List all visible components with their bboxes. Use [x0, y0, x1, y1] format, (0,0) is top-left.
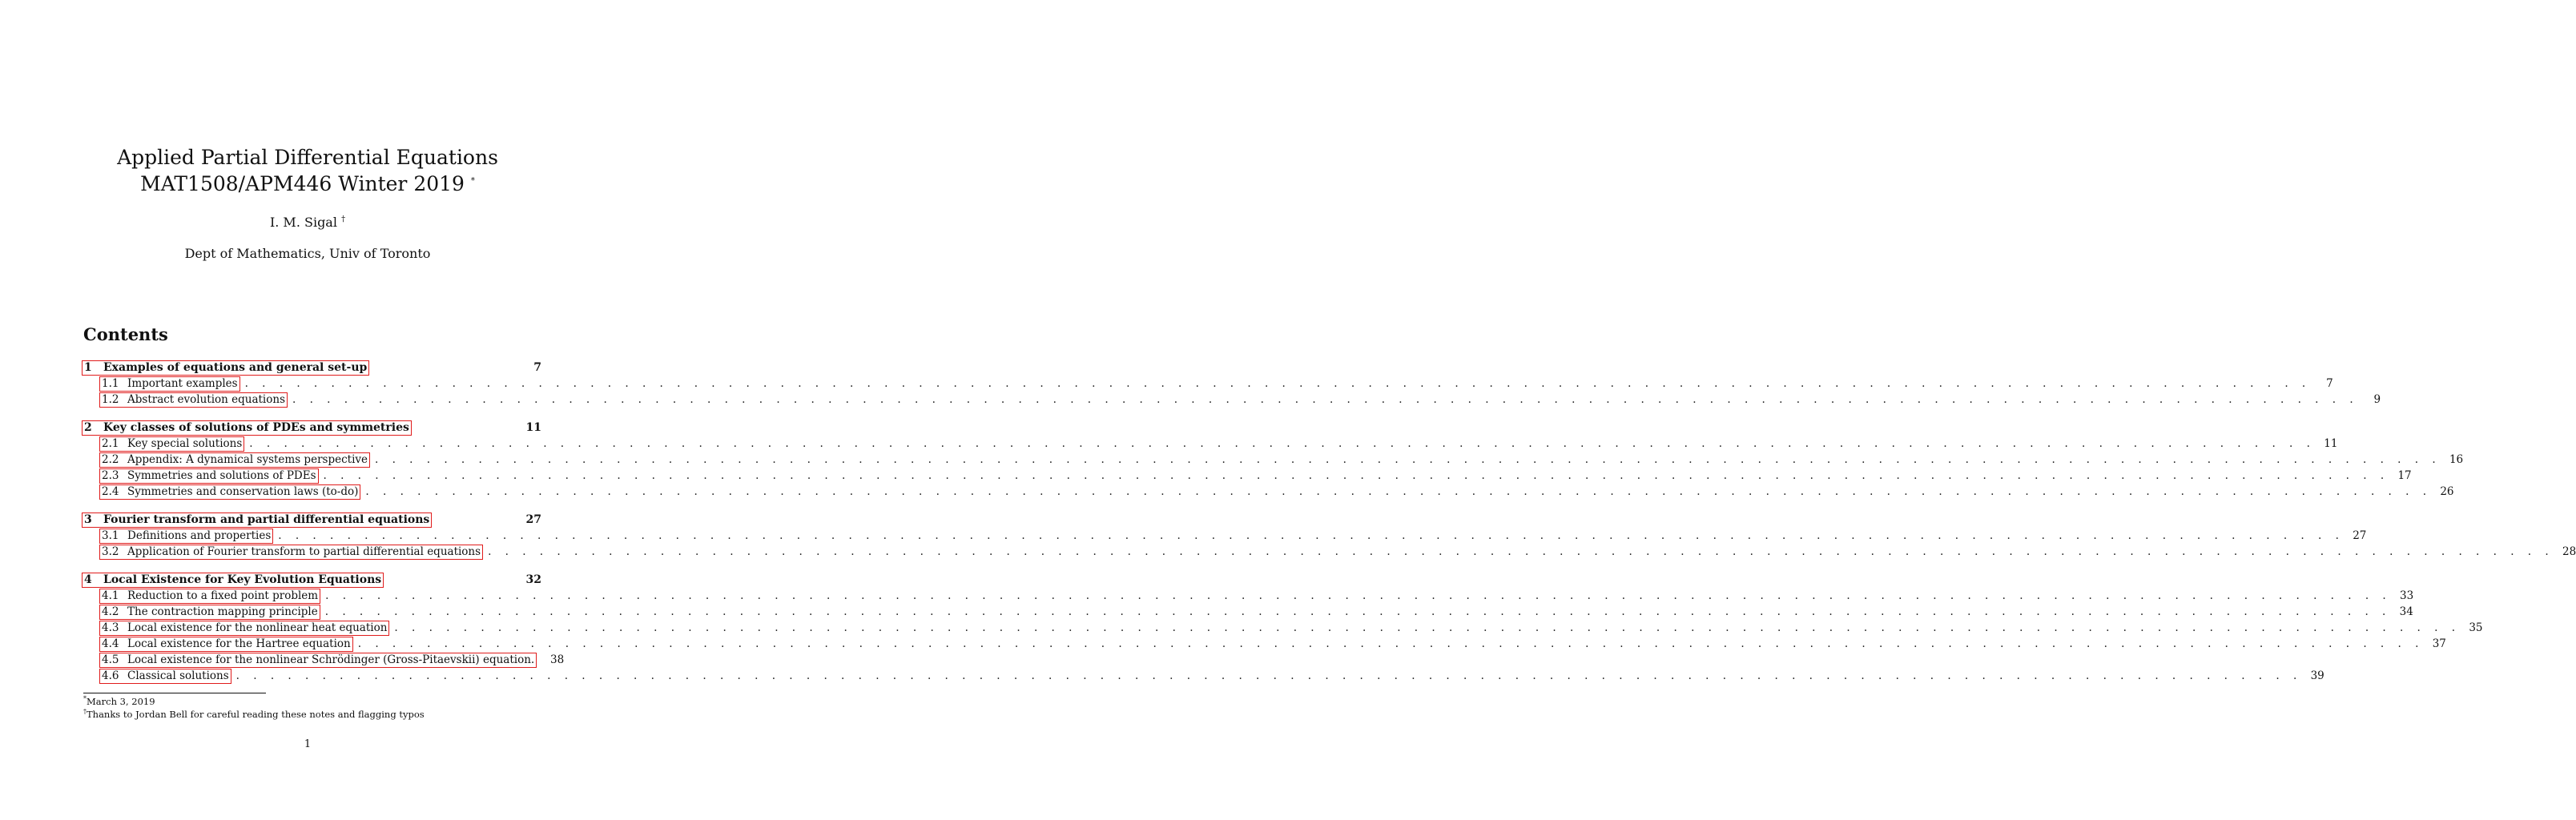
toc-subsection-row: [82, 620, 2483, 636]
toc-subsection-page: 37: [2432, 637, 2446, 650]
toc-section-page: 7: [533, 361, 541, 374]
toc-subsection-title: Key special solutions: [127, 437, 243, 450]
toc-leader-dots: . . . . . . . . . . . . . . . . . . . . . . . . . . . . . . . . . . . . . . . . . . . . . . . . . . . . . . . . . . . . . . . . . . . . . . . . . . . . . . . . . . . . . . . . . . . . . . . . . . . . . . . . . . . . . . . . . . . . . . . .: [278, 529, 2345, 542]
table-of-contents: [82, 360, 2576, 696]
toc-section-title: Local Existence for Key Evolution Equations: [103, 573, 382, 586]
toc-section-link[interactable]: [82, 512, 432, 528]
toc-subsection-row: [82, 392, 2381, 408]
toc-subsection-number: 2.3: [102, 469, 119, 482]
toc-subsection-link[interactable]: [99, 669, 231, 684]
toc-leader-dots: . . . . . . . . . . . . . . . . . . . . . . . . . . . . . . . . . . . . . . . . . . . . . . . . . . . . . . . . . . . . . . . . . . . . . . . . . . . . . . . . . . . . . . . . . . . . . . . . . . . . . . . . . . . . . . . . . . . . . . . .: [292, 393, 2359, 406]
toc-subsection-link[interactable]: [99, 637, 353, 652]
toc-section-title: Examples of equations and general set-up: [103, 361, 368, 374]
toc-section-number: 4: [84, 573, 92, 586]
toc-subsection-page: 16: [2449, 453, 2464, 466]
toc-subsection-row: [82, 528, 2367, 544]
toc-subsection-page: 34: [2399, 605, 2413, 618]
toc-subsection-link[interactable]: [99, 605, 320, 620]
toc-subsection-link[interactable]: [99, 484, 360, 500]
toc-subsection-page: 26: [2440, 485, 2454, 498]
title-line-1: Applied Partial Differential Equations: [117, 146, 498, 169]
toc-subsection-number: 4.1: [102, 589, 119, 602]
toc-subsection-page: 9: [2373, 393, 2381, 406]
toc-subsection-number: 2.4: [102, 485, 119, 498]
toc-subsection-number: 4.5: [102, 653, 119, 666]
toc-leader-dots: . . . . . . . . . . . . . . . . . . . . . . . . . . . . . . . . . . . . . . . . . . . . . . . . . . . . . . . . . . . . . . . . . . . . . . . . . . . . . . . . . . . . . . . . . . . . . . . . . . . . . . . . . . . . . . . . . . . . . . . .: [323, 469, 2389, 482]
toc-subsection-link[interactable]: [99, 545, 483, 560]
toc-leader-dots: . . . . . . . . . . . . . . . . . . . . . . . . . . . . . . . . . . . . . . . . . . . . . . . . . . . . . . . . . . . . . . . . . . . . . . . . . . . . . . . . . . . . . . . . . . . . . . . . . . . . . . . . . . . . . . . . . . . . . . . .: [235, 669, 2302, 682]
toc-section-number: 1: [84, 361, 92, 374]
author: [0, 215, 615, 230]
footnote-mark: †: [83, 708, 87, 716]
toc-section-link[interactable]: [82, 360, 369, 376]
toc-section-link[interactable]: [82, 573, 384, 588]
author-footnote-mark[interactable]: †: [341, 215, 346, 224]
toc-subsection-page: 11: [2324, 437, 2338, 450]
toc-leader-dots: . . . . . . . . . . . . . . . . . . . . . . . . . . . . . . . . . . . . . . . . . . . . . . . . . . . . . . . . . . . . . . . . . . . . . . . . . . . . . . . . . . . . . . . . . . . . . . . . . . . . . . . . . . . . . . . . . . . . . . . .: [488, 545, 2554, 558]
toc-section-row: [82, 512, 541, 528]
toc-subsection-page: 39: [2310, 669, 2324, 682]
toc-subsection-title: Local existence for the Hartree equation: [127, 637, 351, 650]
toc-section-number: 3: [84, 513, 92, 526]
toc-leader-dots: . . . . . . . . . . . . . . . . . . . . . . . . . . . . . . . . . . . . . . . . . . . . . . . . . . . . . . . . . . . . . . . . . . . . . . . . . . . . . . . . . . . . . . . . . . . . . . . . . . . . . . . . . . . . . . . . . . . . . . . .: [325, 589, 2392, 602]
toc-subsection-row: [82, 468, 2412, 484]
toc-subsection-number: 4.6: [102, 669, 119, 682]
toc-subsection-title: Definitions and properties: [127, 529, 272, 542]
toc-subsection-number: 1.2: [102, 393, 119, 406]
toc-section-number: 2: [84, 421, 92, 434]
toc-subsection-number: 2.1: [102, 437, 119, 450]
footnote-2: [83, 708, 425, 721]
page-number: 1: [304, 738, 312, 750]
toc-subsection-title: Local existence for the nonlinear heat equation: [127, 621, 388, 634]
toc-leader-dots: . . . . . . . . . . . . . . . . . . . . . . . . . . . . . . . . . . . . . . . . . . . . . . . . . . . . . . . . . . . . . . . . . . . . . . . . . . . . . . . . . . . . . . . . . . . . . . . . . . . . . . . . . . . . . . . . . . . . . . . .: [249, 437, 2316, 450]
toc-subsection-link[interactable]: [99, 376, 240, 392]
toc-subsection-link[interactable]: [99, 436, 244, 452]
toc-section-row: [82, 572, 541, 588]
toc-section-title: Key classes of solutions of PDEs and symmetries: [103, 421, 409, 434]
toc-subsection-page: 35: [2469, 621, 2483, 634]
toc-subsection-row: [82, 604, 2413, 620]
toc-section-row: [82, 420, 541, 436]
toc-subsection-link[interactable]: [99, 653, 537, 668]
toc-leader-dots: . . . . . . . . . . . . . . . . . . . . . . . . . . . . . . . . . . . . . . . . . . . . . . . . . . . . . . . . . . . . . . . . . . . . . . . . . . . . . . . . . . . . . . . . . . . . . . . . . . . . . . . . . . . . . . . . . . . . . . . .: [394, 621, 2461, 634]
toc-subsection-number: 4.3: [102, 621, 119, 634]
toc-section-link[interactable]: [82, 420, 412, 436]
toc-subsection-number: 4.4: [102, 637, 119, 650]
toc-subsection-title: Reduction to a fixed point problem: [127, 589, 319, 602]
toc-subsection-title: Local existence for the nonlinear Schrödinger (Gross-Pitaevskii) equation.: [127, 653, 535, 666]
toc-subsection-link[interactable]: [99, 468, 319, 484]
affiliation: Dept of Mathematics, Univ of Toronto: [184, 246, 431, 261]
toc-subsection-row: [82, 652, 565, 668]
toc-leader-dots: . . . . . . . . . . . . . . . . . . . . . . . . . . . . . . . . . . . . . . . . . . . . . . . . . . . . . . . . . . . . . . . . . . . . . . . . . . . . . . . . . . . . . . . . . . . . . . . . . . . . . . . . . . . . . . . . . . . . . . . .: [324, 605, 2391, 618]
toc-subsection-row: [82, 376, 2333, 392]
toc-subsection-number: 4.2: [102, 605, 119, 618]
toc-subsection-row: [82, 452, 2464, 468]
footnote-text: Thanks to Jordan Bell for careful reading these notes and flagging typos: [87, 709, 425, 720]
toc-leader-dots: . . . . . . . . . . . . . . . . . . . . . . . . . . . . . . . . . . . . . . . . . . . . . . . . . . . . . . . . . . . . . . . . . . . . . . . . . . . . . . . . . . . . . . . . . . . . . . . . . . . . . . . . . . . . . . . . . . . . . . . .: [244, 377, 2311, 390]
toc-section: [82, 360, 2381, 408]
toc-section-page: 27: [525, 513, 541, 526]
author-name: I. M. Sigal: [269, 215, 337, 230]
toc-leader-dots: . . . . . . . . . . . . . . . . . . . . . . . . . . . . . . . . . . . . . . . . . . . . . . . . . . . . . . . . . . . . . . . . . . . . . . . . . . . . . . . . . . . . . . . . . . . . . . . . . . . . . . . . . . . . . . . . . . . . . . . .: [357, 637, 2424, 650]
toc-section-row: [82, 360, 541, 376]
title-footnote-mark[interactable]: *: [470, 176, 475, 186]
toc-subsection-row: [82, 636, 2446, 652]
toc-section: [82, 420, 2464, 500]
contents-heading: Contents: [83, 324, 168, 344]
toc-subsection-link[interactable]: [99, 392, 288, 408]
footnote-1: [83, 695, 425, 708]
toc-subsection-title: Abstract evolution equations: [127, 393, 286, 406]
toc-subsection-row: [82, 484, 2454, 500]
toc-subsection-number: 3.2: [102, 545, 119, 558]
toc-subsection-title: Application of Fourier transform to partial differential equations: [127, 545, 481, 558]
toc-subsection-page: 28: [2562, 545, 2576, 558]
toc-subsection-title: The contraction mapping principle: [127, 605, 318, 618]
footnotes: [83, 695, 425, 721]
toc-section-page: 11: [525, 421, 541, 434]
toc-section: [82, 572, 2483, 684]
title-block: [0, 144, 615, 197]
toc-subsection-row: [82, 668, 2324, 684]
toc-subsection-page: 17: [2397, 469, 2412, 482]
toc-subsection-title: Important examples: [127, 377, 238, 390]
toc-subsection-number: 2.2: [102, 453, 119, 466]
toc-section-title: Fourier transform and partial differential equations: [103, 513, 430, 526]
toc-leader-dots: . . . . . . . . . . . . . . . . . . . . . . . . . . . . . . . . . . . . . . . . . . . . . . . . . . . . . . . . . . . . . . . . . . . . . . . . . . . . . . . . . . . . . . . . . . . . . . . . . . . . . . . . . . . . . . . . . . . . . . . .: [375, 453, 2441, 466]
toc-subsection-row: [82, 544, 2576, 560]
toc-subsection-number: 1.1: [102, 377, 119, 390]
toc-subsection-link[interactable]: [99, 621, 389, 636]
toc-subsection-title: Classical solutions: [127, 669, 229, 682]
footnote-mark: *: [83, 695, 87, 703]
toc-subsection-number: 3.1: [102, 529, 119, 542]
toc-subsection-page: 33: [2400, 589, 2414, 602]
toc-subsection-page: 7: [2326, 377, 2333, 390]
toc-subsection-page: 27: [2353, 529, 2367, 542]
toc-subsection-row: [82, 588, 2414, 604]
toc-leader-dots: . . . . . . . . . . . . . . . . . . . . . . . . . . . . . . . . . . . . . . . . . . . . . . . . . . . . . . . . . . . . . . . . . . . . . . . . . . . . . . . . . . . . . . . . . . . . . . . . . . . . . . . . . . . . . . . . . . . . . . . .: [365, 485, 2432, 498]
toc-subsection-row: [82, 436, 2338, 452]
toc-subsection-link[interactable]: [99, 452, 370, 468]
toc-subsection-page: 38: [550, 653, 565, 666]
toc-subsection-title: Symmetries and conservation laws (to-do): [127, 485, 359, 498]
title-line-2: [0, 171, 615, 197]
toc-subsection-title: Appendix: A dynamical systems perspective: [127, 453, 368, 466]
toc-subsection-link[interactable]: [99, 589, 320, 604]
footnote-text: March 3, 2019: [87, 696, 155, 707]
toc-subsection-link[interactable]: [99, 529, 273, 544]
title-course: MAT1508/APM446 Winter 2019: [140, 172, 465, 195]
toc-section: [82, 512, 2576, 560]
toc-subsection-title: Symmetries and solutions of PDEs: [127, 469, 316, 482]
toc-section-page: 32: [525, 573, 541, 586]
